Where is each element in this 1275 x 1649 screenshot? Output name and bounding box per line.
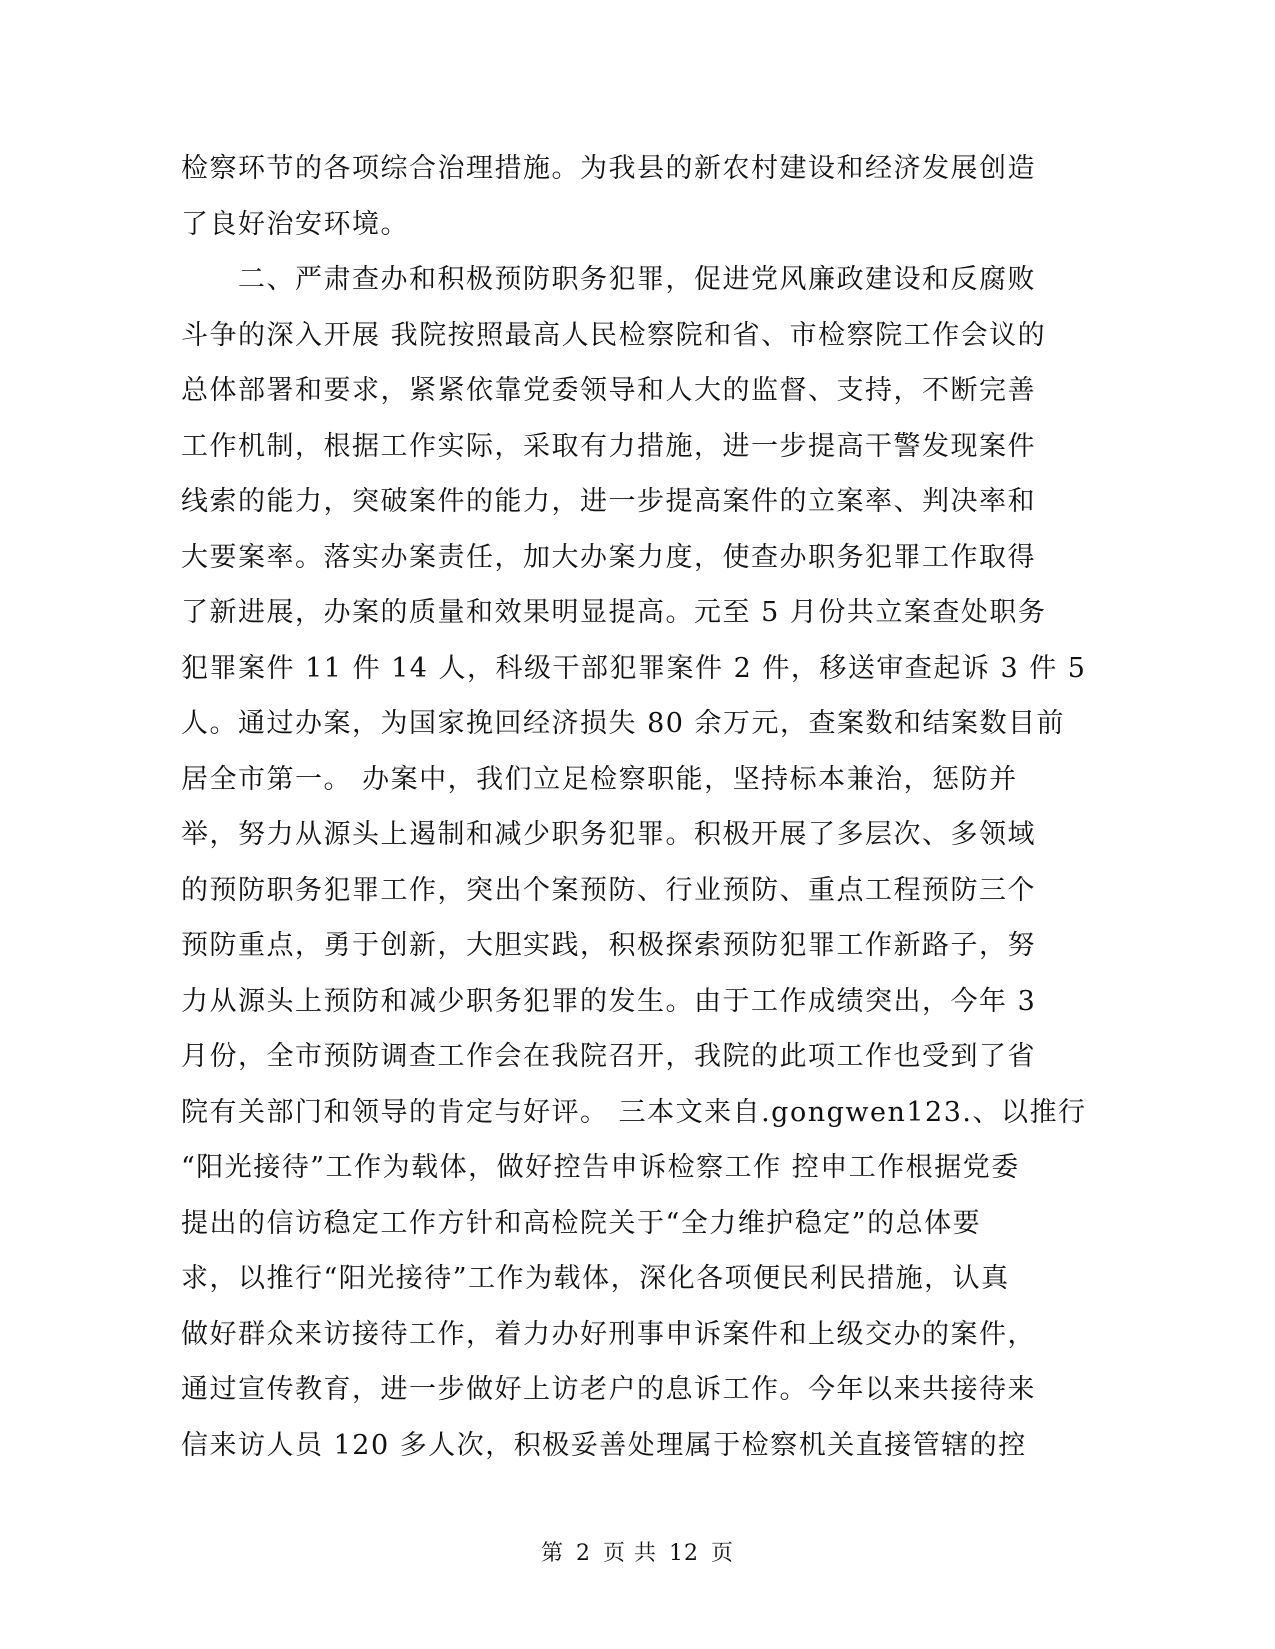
text-line: 了良好治安环境。 xyxy=(181,208,409,240)
text-line: 通过宣传教育，进一步做好上访老户的息诉工作。今年以来共接待来 xyxy=(181,1374,1036,1405)
text-line: 举，努力从源头上遏制和减少职务犯罪。积极开展了多层次、多领域 xyxy=(181,819,1036,850)
text-line: 了新进展，办案的质量和效果明显提高。元至 5 月份共立案查处职务 xyxy=(181,597,1047,628)
text-line: 工作机制，根据工作实际，采取有力措施，进一步提高干警发现案件 xyxy=(181,430,1036,462)
footer-prefix: 第 xyxy=(540,1541,564,1566)
footer-middle: 页 共 xyxy=(603,1541,657,1566)
text-line: 的预防职务犯罪工作，突出个案预防、行业预防、重点工程预防三个 xyxy=(181,874,1036,906)
document-body xyxy=(181,141,1087,1473)
text-line: 做好群众来访接待工作，着力办好刑事申诉案件和上级交办的案件， xyxy=(181,1318,1036,1350)
current-page-number: 2 xyxy=(576,1541,591,1566)
text-line: 院有关部门和领导的肯定与好评。 三本文来自.gongwen123.、以推行 xyxy=(181,1096,1087,1128)
text-line: 线索的能力，突破案件的能力，进一步提高案件的立案率、判决率和 xyxy=(181,486,1036,517)
text-line: 力从源头上预防和减少职务犯罪的发生。由于工作成绩突出，今年 3 xyxy=(181,985,1037,1017)
text-line: 大要案率。落实办案责任，加大办案力度，使查办职务犯罪工作取得 xyxy=(181,541,1036,573)
text-line: 人。通过办案，为国家挽回经济损失 80 余万元，查案数和结案数目前 xyxy=(181,708,1066,739)
text-line: 总体部署和要求，紧紧依靠党委领导和人大的监督、支持，不断完善 xyxy=(181,375,1036,406)
total-pages-number: 12 xyxy=(669,1541,699,1566)
text-line: 检察环节的各项综合治理措施。为我县的新农村建设和经济发展创造 xyxy=(181,153,1036,184)
footer-suffix: 页 xyxy=(711,1541,735,1566)
text-line: 斗争的深入开展 我院按照最高人民检察院和省、市检察院工作会议的 xyxy=(181,319,1047,351)
text-line: 居全市第一。 办案中，我们立足检察职能，坚持标本兼治，惩防并 xyxy=(181,763,1018,795)
text-line: 信来访人员 120 多人次，积极妥善处理属于检察机关直接管辖的控 xyxy=(181,1429,1027,1461)
text-line: 二、严肃查办和积极预防职务犯罪，促进党风廉政建设和反腐败 xyxy=(181,264,1036,295)
text-line: 求，以推行“阳光接待”工作为载体，深化各项便民利民措施，认真 xyxy=(181,1263,1010,1294)
text-line: 提出的信访稳定工作方针和高检院关于“全力维护稳定”的总体要 xyxy=(181,1207,982,1239)
page-number-footer xyxy=(0,1536,1275,1567)
text-line: 月份，全市预防调查工作会在我院召开，我院的此项工作也受到了省 xyxy=(181,1041,1036,1072)
text-line: “阳光接待”工作为载体，做好控告申诉检察工作 控申工作根据党委 xyxy=(181,1152,1020,1183)
text-line: 预防重点，勇于创新，大胆实践，积极探索预防犯罪工作新路子，努 xyxy=(181,930,1036,961)
text-line: 犯罪案件 11 件 14 人，科级干部犯罪案件 2 件，移送审查起诉 3 件 5 xyxy=(181,652,1087,684)
